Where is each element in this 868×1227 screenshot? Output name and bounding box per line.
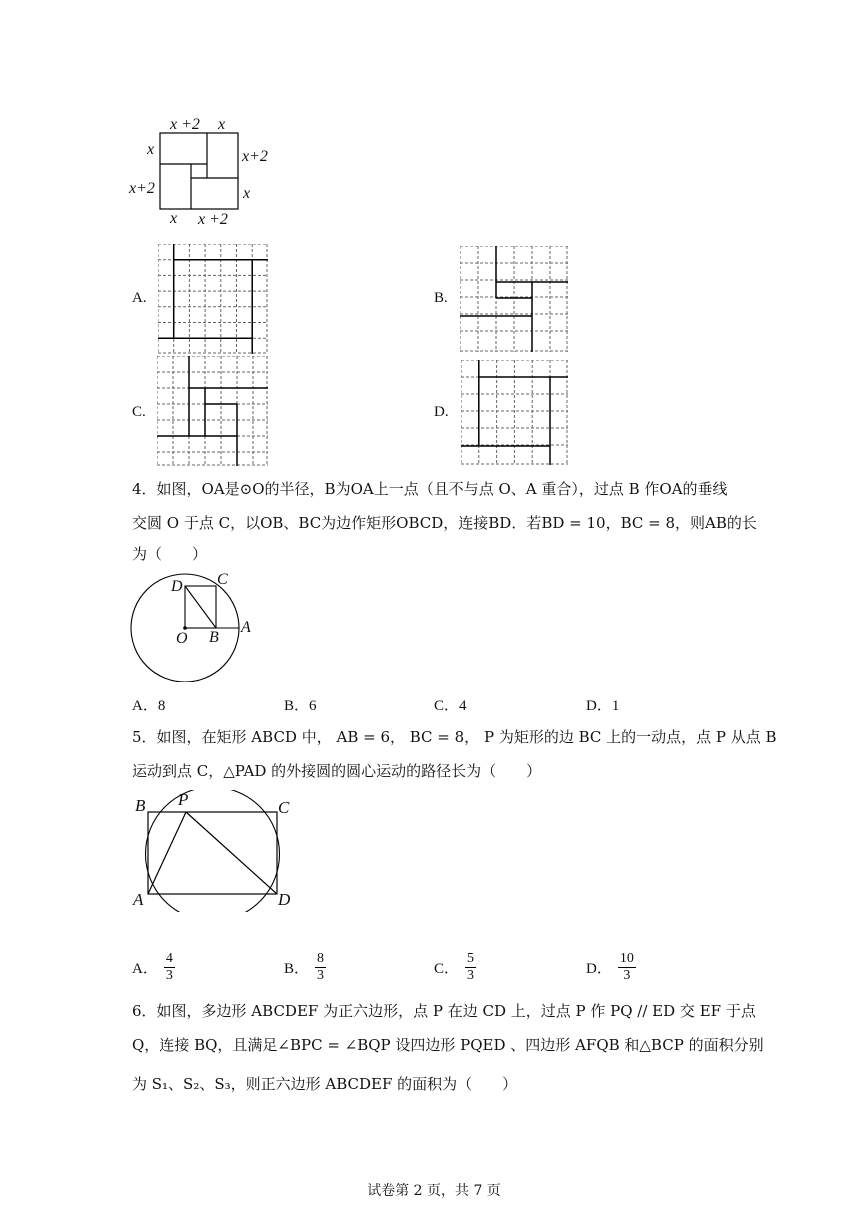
q3-figure (125, 112, 285, 232)
q4-label-c: C (217, 571, 228, 588)
q5-option-d-denominator: 3 (623, 968, 631, 983)
q4-option-b[interactable]: B．6 (284, 698, 317, 714)
q3-option-c-label[interactable]: C. (132, 404, 146, 420)
q3-label-bottom-right: x +2 (198, 211, 228, 228)
q5-label-c: C (278, 798, 290, 817)
q3-label-left-bottom: x+2 (129, 180, 155, 197)
q5-option-b-label: B． (284, 961, 310, 977)
q4-label-a: A (241, 619, 251, 636)
q5-option-a-label: A． (132, 961, 158, 977)
q5-figure-drawing (130, 790, 300, 912)
q3-option-d-figure (461, 360, 568, 465)
q5-option-a-numerator: 4 (165, 951, 173, 966)
q5-label-a: A (133, 890, 144, 909)
q5-text-line-1: 5．如图，在矩形 ABCD 中， AB = 6， BC = 8， P 为矩形的边 BC 上的一动点，点 P 从点 B (132, 728, 777, 746)
q5-option-a[interactable] (132, 951, 175, 984)
q3-option-d-label[interactable]: D. (434, 404, 449, 420)
q4-text-line-1: 4．如图，OA是⊙O的半径，B为OA上一点（且不与点 O、A 重合），过点 B 作OA的垂线 (132, 480, 728, 498)
q5-option-b-numerator: 8 (317, 951, 325, 966)
q6-text-line-3: 为 S₁、S₂、S₃，则正六边形 ABCDEF 的面积为（ ） (132, 1075, 518, 1093)
q5-option-c[interactable] (434, 951, 476, 984)
q5-option-b-fraction (315, 951, 326, 984)
q6-text-line-2: Q，连接 BQ，且满足∠BPC = ∠BQP 设四边形 PQED 、四边形 AFQB 和△BCP 的面积分别 (132, 1036, 764, 1054)
q5-option-c-fraction (465, 951, 476, 984)
q4-text-line-3: 为（ ） (132, 545, 208, 563)
q4-figure (128, 570, 268, 682)
q4-label-o: O (176, 630, 188, 647)
q3-option-c-figure (157, 356, 268, 466)
q3-label-right-bottom: x (243, 185, 251, 202)
q3-label-right-top: x+2 (242, 148, 268, 165)
q5-option-a-fraction (164, 951, 175, 984)
q5-option-b-denominator: 3 (317, 968, 325, 983)
page-footer: 试卷第 2 页，共 7 页 (367, 1183, 501, 1199)
q3-option-b-label[interactable]: B. (434, 290, 448, 306)
q5-figure (130, 790, 300, 912)
q3-label-bottom-left: x (170, 210, 178, 227)
q4-option-c[interactable]: C．4 (434, 698, 467, 714)
q5-option-c-label: C． (434, 961, 460, 977)
q5-option-b[interactable] (284, 951, 326, 984)
q5-option-c-numerator: 5 (467, 951, 475, 966)
q5-option-d-numerator: 10 (619, 951, 634, 966)
q3-option-b-figure (460, 246, 568, 352)
q5-label-p: P (178, 790, 189, 809)
q5-text-line-2: 运动到点 C，△PAD 的外接圆的圆心运动的路径长为（ ） (132, 762, 542, 780)
q5-option-d[interactable] (586, 951, 636, 984)
q4-option-d[interactable]: D．1 (586, 698, 620, 714)
q5-option-d-fraction (618, 951, 636, 984)
q5-option-a-denominator: 3 (165, 968, 173, 983)
q5-label-b: B (135, 796, 146, 815)
q5-option-c-denominator: 3 (467, 968, 475, 983)
q3-label-top-left: x +2 (170, 116, 200, 133)
q3-label-left-top: x (147, 141, 155, 158)
q3-option-a-figure (158, 244, 268, 354)
q4-label-b: B (209, 629, 219, 646)
q4-option-a[interactable]: A．8 (132, 698, 166, 714)
q3-label-top-right: x (218, 116, 226, 133)
q5-label-d: D (278, 890, 291, 909)
q4-text-line-2: 交圆 O 于点 C，以OB、BC为边作矩形OBCD，连接BD．若BD = 10，BC = 8，则AB的长 (132, 514, 757, 532)
q5-option-d-label: D． (586, 961, 612, 977)
q4-label-d: D (171, 578, 183, 595)
q6-text-line-1: 6．如图，多边形 ABCDEF 为正六边形，点 P 在边 CD 上，过点 P 作 PQ // ED 交 EF 于点 (132, 1002, 756, 1020)
q3-option-a-label[interactable]: A. (132, 290, 147, 306)
